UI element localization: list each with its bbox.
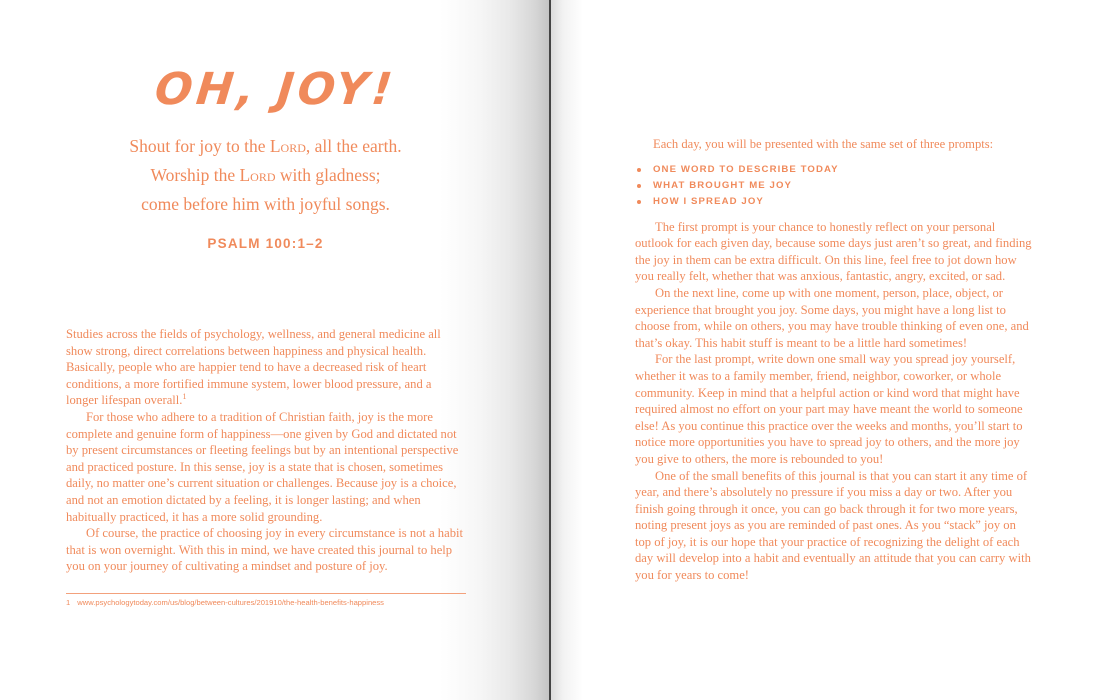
footnote-divider (66, 593, 466, 594)
prompt-label: HOW I SPREAD JOY (653, 195, 764, 207)
scripture-verse (0, 132, 531, 219)
body-paragraph: On the next line, come up with one moment, person, place, object, or experience that brought you joy. Some days, you might have a long list to choose from, while on others, you may have trouble thinking of even one, and that’s okay. This habit stuff is meant to be a little hard sometimes! (635, 285, 1029, 350)
body-paragraph: For those who adhere to a tradition of Christian faith, joy is the more complete and genuine form of happiness—one given by God and dictated not by present circumstances or fleeting feelings but by an intentional perspective and practiced posture. In this sense, joy is a state that is chosen, sometimes daily, no matter one’s current situation or challenges. Because joy is a choice, and not an emotion dictated by a feeling, it is longer lasting; and when habitually practiced, it has a more solid grounding. (66, 409, 459, 524)
prompt-item (635, 178, 1035, 194)
verse-reference: PSALM 100:1–2 (207, 236, 324, 251)
verse-text: with gladness; (275, 165, 381, 185)
body-paragraph: The first prompt is your chance to honestly reflect on your personal outlook for each given day, because some days just aren’t so great, and finding the joy in them can be extra difficult. On this line, feel free to jot down how you really felt, whether that was anxious, fantastic, angry, excited, or sad. (635, 219, 1032, 284)
paragraph-text: Studies across the fields of psychology, wellness, and general medicine all show strong, direct correlations between happiness and physical health. Basically, people who are happier tend to have a decreased risk of heart conditions, a more fortified immune system, lower blood pressure, and a longer lifespan overall. (66, 327, 441, 408)
body-paragraph: One of the small benefits of this journal is that you can start it any time of year, and there’s absolutely no pressure if you miss a day or two. After you finish going through it once, you can go back through it for two more years, noting present joys as you are reminded of past ones. As you “stack” joy on top of joy, it is our hope that your practice of recognizing the delight of each day will develop into a habit and eventually an attitude that you can carry with you for years to come! (635, 468, 1031, 583)
prompt-list (635, 162, 1035, 210)
verse-line (0, 190, 531, 219)
footnote-link[interactable]: www.psychologytoday.com/us/blog/between-cultures/201910/the-health-benefits-happiness (77, 598, 384, 607)
right-body-text (635, 136, 1035, 584)
verse-text: Worship the (150, 165, 240, 185)
bullet-icon (637, 200, 641, 204)
body-paragraph: Of course, the practice of choosing joy in every circumstance is not a habit that is won overnight. With this in mind, we have created this journal to help you on your journey of cultivating a mindset and posture of joy. (66, 526, 463, 574)
footnote-number: 1 (66, 598, 71, 607)
bullet-icon (637, 184, 641, 188)
body-paragraph: For the last prompt, write down one small way you spread joy yourself, whether it was to a family member, friend, neighbor, coworker, or whole community. Keep in mind that a helpful action or kind word that might have required almost no effort on your part may have meant the world to someone else! As you continue this practice over the weeks and months, you’ll start to notice more opportunities you have to spread joy to others, and the more joy you give to others, the more is rebounded to you! (635, 352, 1023, 466)
left-body-text (66, 326, 466, 575)
prompts-intro: Each day, you will be presented with the same set of three prompts: (653, 137, 994, 151)
prompt-label: WHAT BROUGHT ME JOY (653, 179, 793, 191)
footnote-marker[interactable]: 1 (182, 392, 187, 402)
footnote (66, 598, 486, 607)
prompt-label: ONE WORD TO DESCRIBE TODAY (653, 163, 839, 175)
prompt-item (635, 194, 1035, 210)
verse-text: , all the earth. (305, 136, 402, 156)
right-page (551, 0, 1100, 700)
body-paragraph (66, 326, 466, 409)
verse-divine-name: Lord (269, 136, 306, 156)
verse-divine-name: Lord (239, 165, 276, 185)
prompt-item (635, 162, 1035, 178)
bullet-icon (637, 168, 641, 172)
verse-line (0, 132, 531, 161)
verse-line (0, 161, 531, 190)
verse-text: come before him with joyful songs. (141, 194, 390, 214)
chapter-title: OH, JOY! (152, 64, 399, 115)
verse-text: Shout for joy to the (129, 136, 270, 156)
